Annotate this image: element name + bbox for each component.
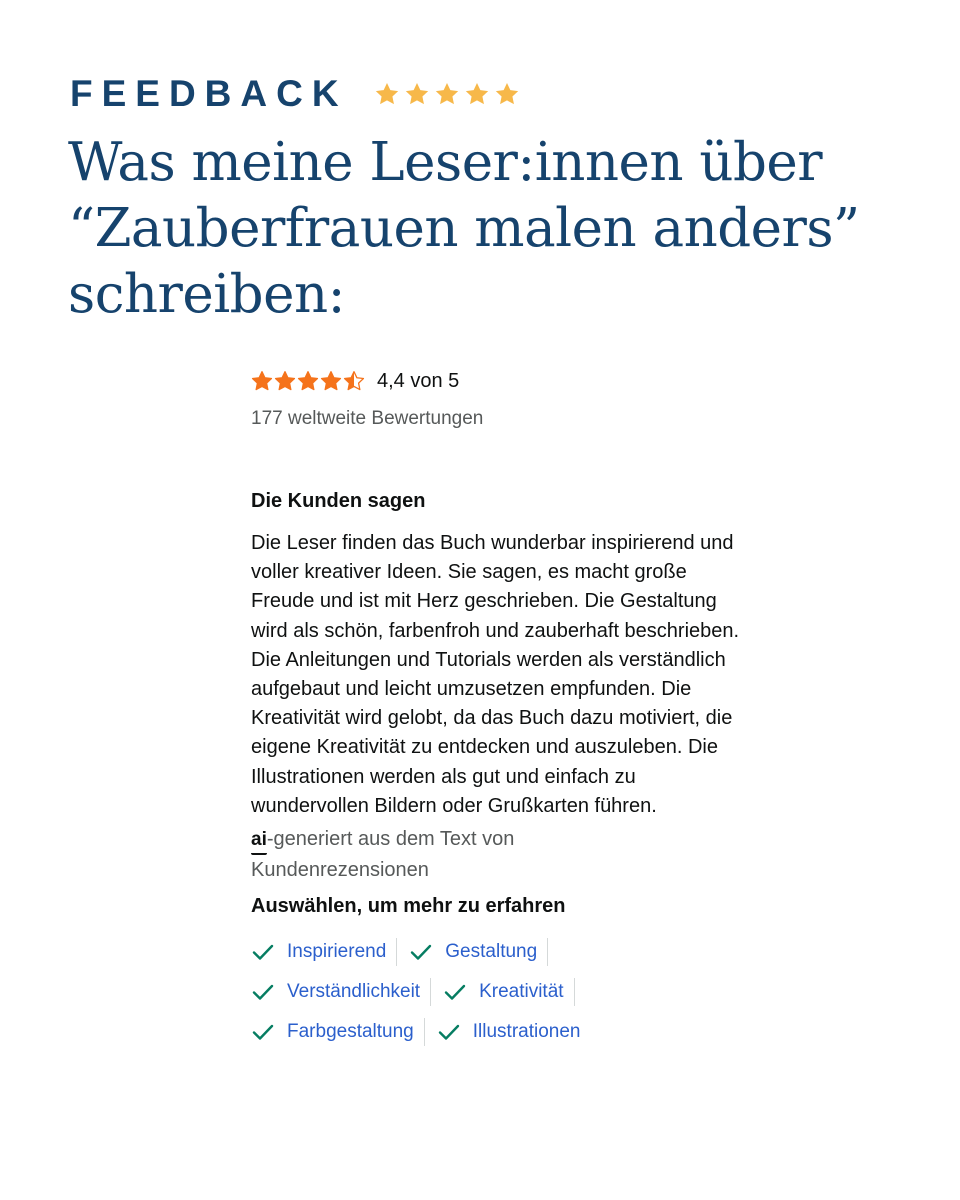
customers-say-title: Die Kunden sagen: [251, 490, 426, 512]
star-icon: [404, 81, 430, 107]
review-panel: [251, 364, 771, 1052]
gold-stars: [374, 81, 520, 107]
rating-stars[interactable]: [251, 370, 365, 392]
chip-label: Verständlichkeit: [287, 981, 421, 1003]
chip-row: [251, 972, 771, 1012]
check-icon: [251, 980, 275, 1004]
rating-row[interactable]: [251, 364, 771, 398]
feedback-header: [70, 74, 520, 114]
aspect-chips: [251, 932, 771, 1052]
star-icon: [251, 370, 273, 392]
chip-label: Illustrationen: [472, 1021, 581, 1043]
chip-row: [251, 932, 771, 972]
customers-summary: Die Leser finden das Buch wunderbar inspirierend und voller kreativer Ideen. Sie sagen, es macht große Freude und ist mit Herz geschrieben. Die Gestaltung wird als schön, farbenfroh und zauberhaft beschrieben. Die Anleitungen und Tutorials werden als verständlich aufgebaut und leicht umzusetzen empfunden. Die Kreativität wird gelobt, da das Buch dazu motiviert, die eigene Kreativität zu entdecken und auszuleben. Die Illustrationen werden als gut und einfach zu wundervollen Bildern oder Grußkarten führen.: [251, 532, 740, 817]
ai-icon: ai: [251, 825, 267, 856]
ai-note: [251, 825, 651, 885]
title-line: “Zauberfrauen malen anders”: [68, 198, 860, 259]
check-icon: [443, 980, 467, 1004]
page-title: [68, 130, 928, 328]
star-icon: [320, 370, 342, 392]
rating-count[interactable]: 177 weltweite Bewertungen: [251, 408, 484, 429]
star-icon: [494, 81, 520, 107]
chip-label: Gestaltung: [445, 941, 538, 963]
chip-label: Inspirierend: [287, 941, 387, 963]
title-line: Was meine Leser:innen über: [68, 132, 823, 193]
star-icon: [464, 81, 490, 107]
check-icon: [251, 1020, 275, 1044]
chip-label: Farbgestaltung: [287, 1021, 414, 1043]
chip-verstaendlichkeit[interactable]: [251, 978, 431, 1006]
chip-kreativitaet[interactable]: [443, 978, 574, 1006]
chip-label: Kreativität: [479, 981, 564, 1003]
star-icon: [434, 81, 460, 107]
chip-gestaltung[interactable]: [409, 938, 548, 966]
check-icon: [437, 1020, 461, 1044]
ai-note-text: -generiert aus dem Text von Kundenrezensionen: [251, 828, 515, 882]
select-title: Auswählen, um mehr zu erfahren: [251, 895, 566, 918]
star-icon: [274, 370, 296, 392]
eyebrow-label: FEEDBACK: [70, 73, 348, 114]
chip-illustrationen[interactable]: [437, 1018, 591, 1046]
check-icon: [409, 940, 433, 964]
chip-row: [251, 1012, 771, 1052]
star-icon: [374, 81, 400, 107]
check-icon: [251, 940, 275, 964]
rating-value: 4,4 von 5: [377, 369, 460, 392]
star-half-icon: [343, 370, 365, 392]
star-icon: [297, 370, 319, 392]
chip-inspirierend[interactable]: [251, 938, 397, 966]
chip-farbgestaltung[interactable]: [251, 1018, 425, 1046]
title-line: schreiben:: [68, 264, 345, 325]
